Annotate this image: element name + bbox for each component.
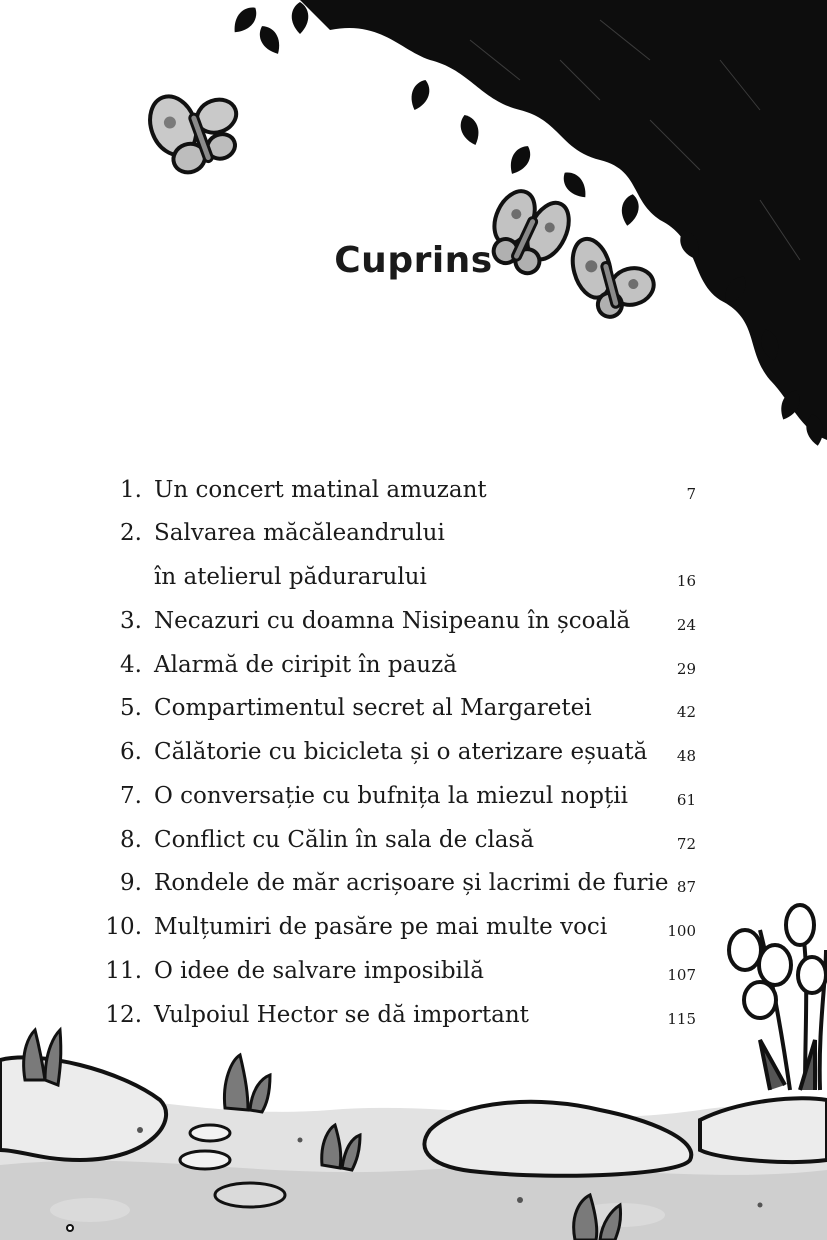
- toc-title: O idee de salvare imposibilă: [154, 958, 484, 984]
- toc-page: 29: [676, 660, 696, 678]
- toc-entry: [0, 645, 827, 685]
- toc-title: Alarmă de ciripit în pauză: [154, 652, 457, 678]
- toc-entry: [0, 995, 827, 1035]
- toc-page: 87: [676, 878, 696, 896]
- toc-page: 48: [676, 747, 696, 765]
- ground-illustration: [0, 1030, 827, 1240]
- toc-title: Călătorie cu bicicleta și o aterizare eșuată: [154, 739, 648, 765]
- toc-number: 7.: [120, 783, 142, 809]
- toc-number: 2.: [120, 520, 142, 546]
- toc-page: 107: [667, 966, 696, 984]
- toc-number: 3.: [120, 608, 142, 634]
- page-title: Cuprins: [334, 240, 493, 281]
- toc-title: Un concert matinal amuzant: [154, 477, 487, 503]
- toc-entry: [0, 776, 827, 816]
- butterfly-illustration: [142, 76, 250, 181]
- toc-number: 12.: [105, 1002, 142, 1028]
- toc-title: Rondele de măr acrișoare și lacrimi de furie: [154, 870, 669, 896]
- toc-page: 7: [686, 485, 696, 503]
- toc-entry: [0, 513, 827, 553]
- toc-entry: [0, 907, 827, 947]
- toc-entry-continued: [0, 557, 827, 597]
- toc-title: Compartimentul secret al Margaretei: [154, 695, 592, 721]
- toc-number: 10.: [105, 914, 142, 940]
- toc-title: Salvarea măcăleandrului: [154, 520, 445, 546]
- toc-entry: [0, 601, 827, 641]
- toc-page: 61: [676, 791, 696, 809]
- toc-entry: [0, 863, 827, 903]
- toc-entry: [0, 951, 827, 991]
- toc-page: 100: [667, 922, 696, 940]
- toc-entry: [0, 688, 827, 728]
- toc-title: Necazuri cu doamna Nisipeanu în școală: [154, 608, 631, 634]
- toc-entry: [0, 732, 827, 772]
- toc-page: 42: [676, 703, 696, 721]
- toc-page: 24: [676, 616, 696, 634]
- toc-number: 1.: [120, 477, 142, 503]
- toc-entry: [0, 820, 827, 860]
- toc-title: O conversație cu bufnița la miezul nopții: [154, 783, 628, 809]
- toc-title-continuation: în atelierul pădurarului: [154, 564, 427, 590]
- toc-number: 8.: [120, 827, 142, 853]
- toc-number: 4.: [120, 652, 142, 678]
- toc-page: 115: [667, 1010, 696, 1028]
- toc-page: 72: [676, 835, 696, 853]
- toc-entry: [0, 470, 827, 510]
- toc-title: Conflict cu Călin în sala de clasă: [154, 827, 535, 853]
- toc-title: Mulțumiri de pasăre pe mai multe voci: [154, 914, 608, 940]
- toc-number: 6.: [120, 739, 142, 765]
- toc-number: 5.: [120, 695, 142, 721]
- toc-number: 9.: [120, 870, 142, 896]
- toc-number: 11.: [105, 958, 142, 984]
- toc-page: 16: [676, 572, 696, 590]
- toc-title: Vulpoiul Hector se dă important: [154, 1002, 529, 1028]
